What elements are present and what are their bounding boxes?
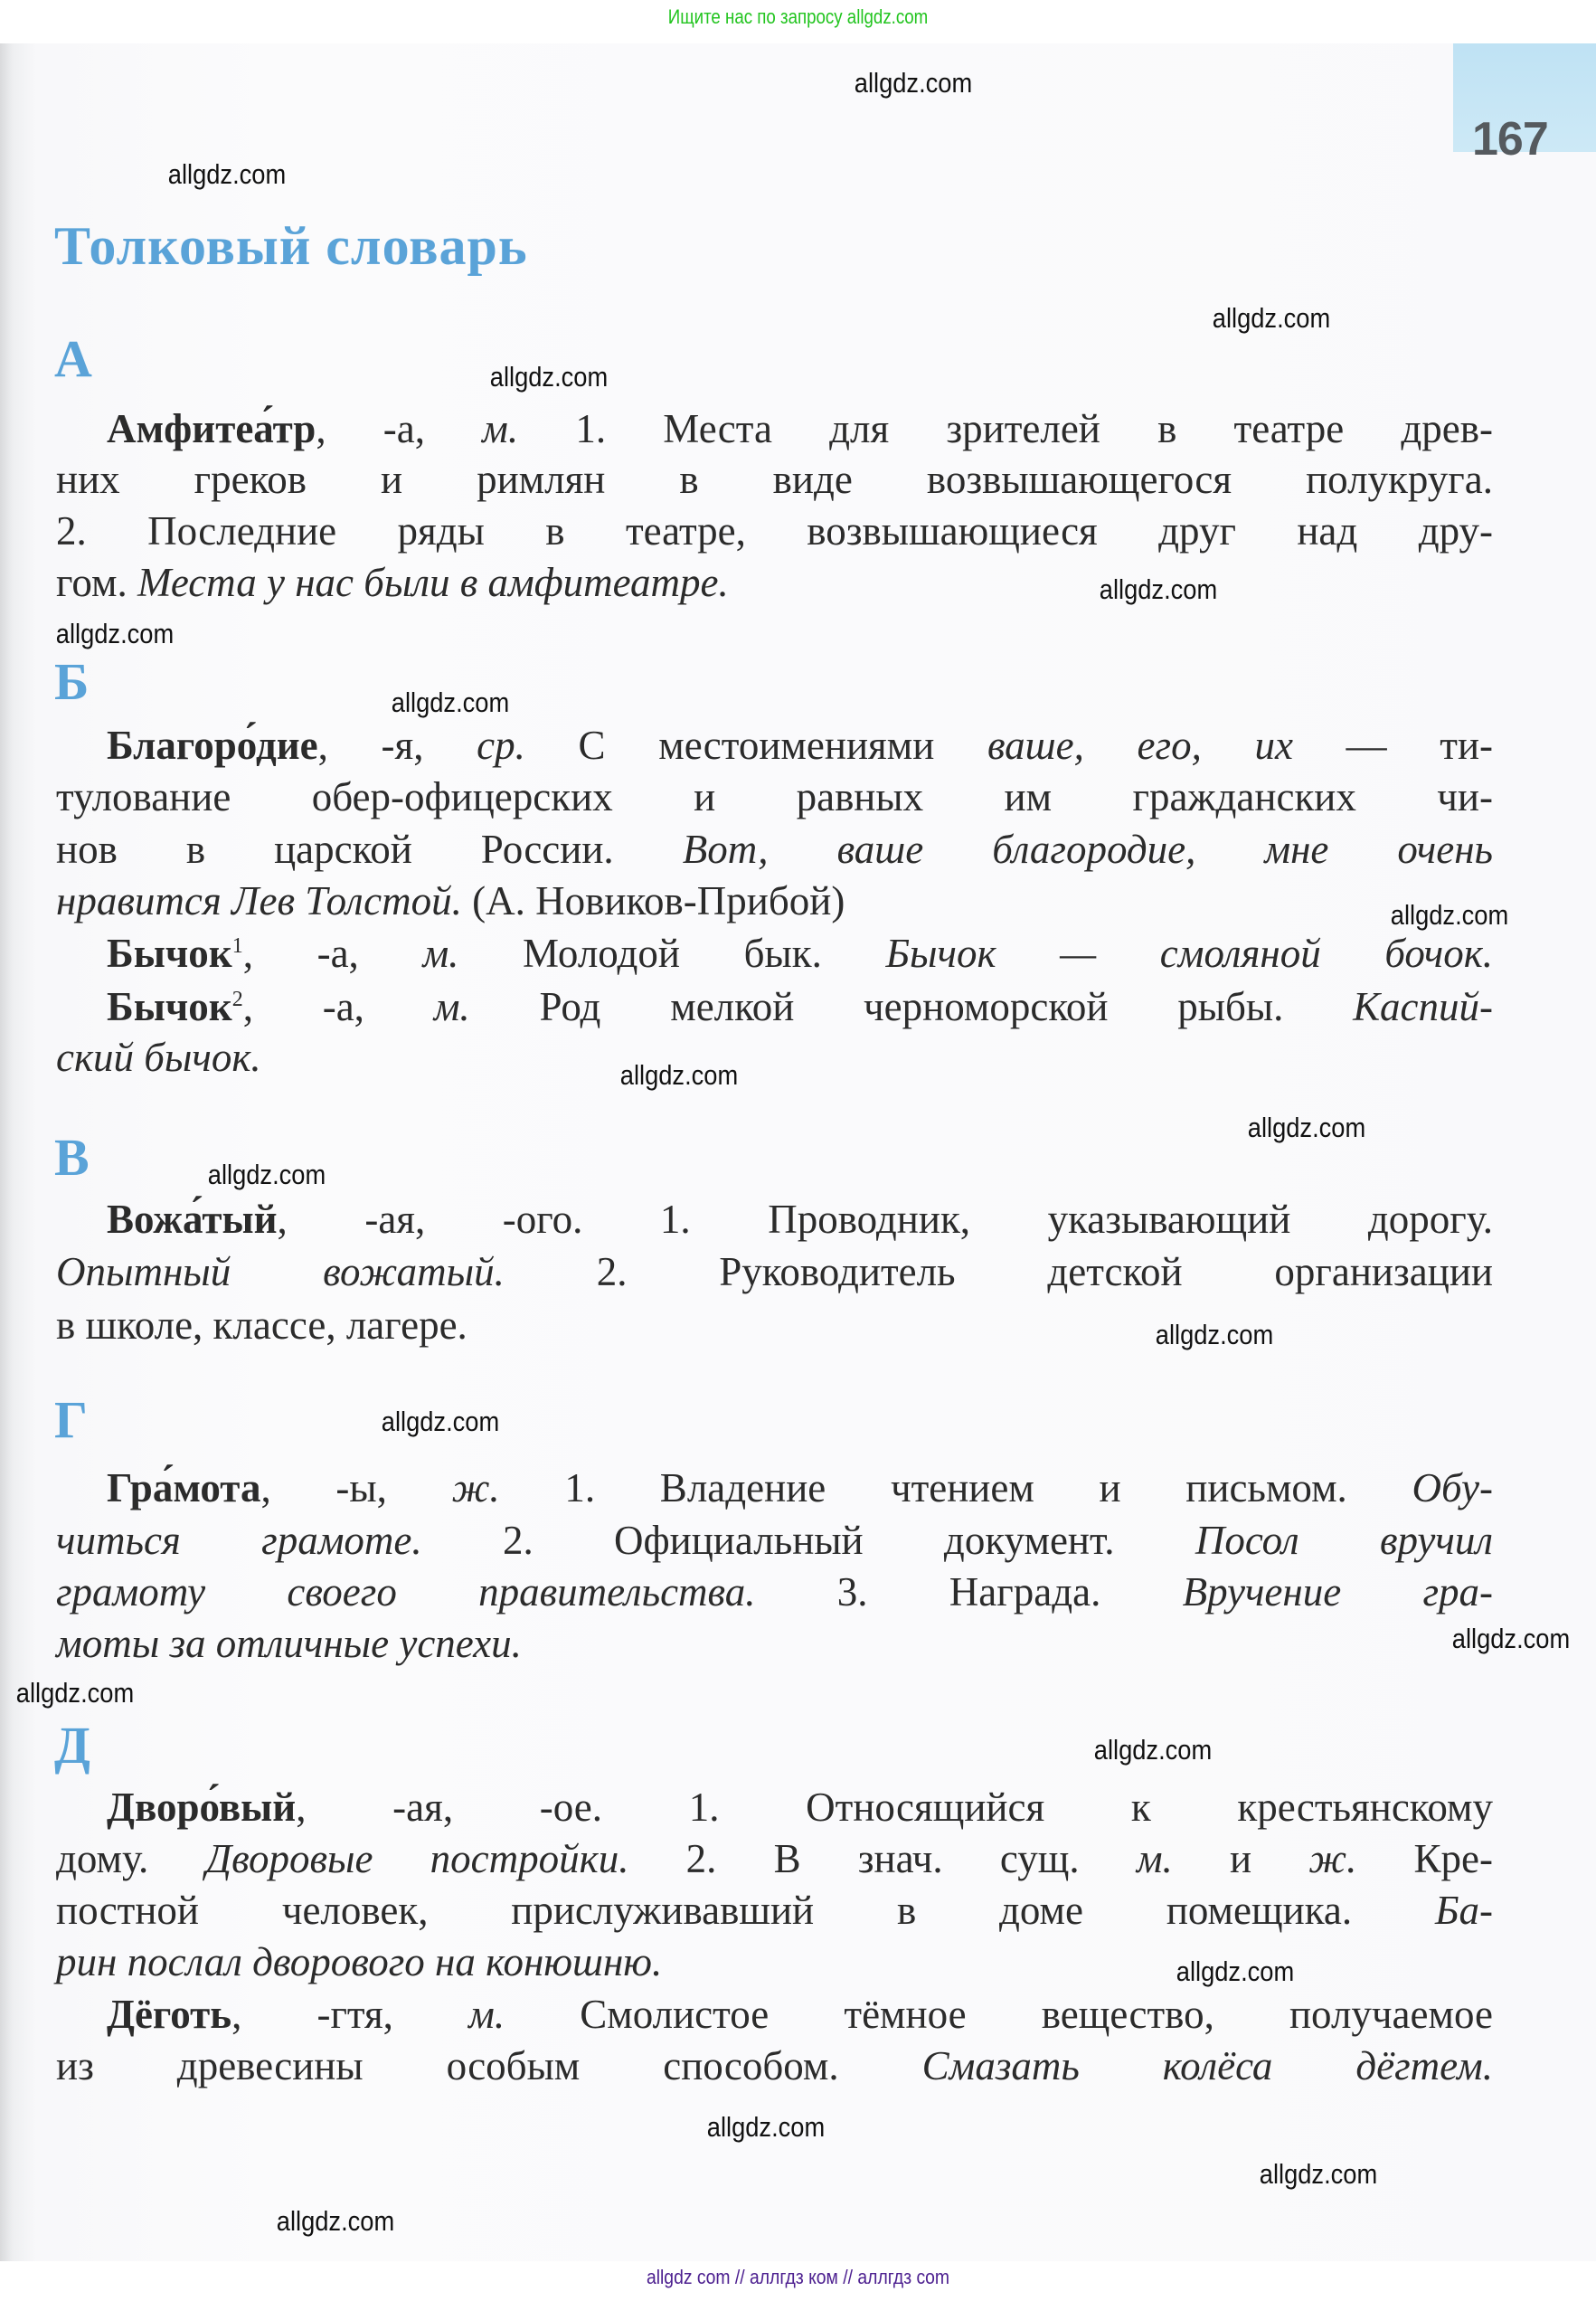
dictionary-line xyxy=(56,1300,467,1350)
top-search-banner: Ищите нас по запросу allgdz.com xyxy=(667,5,929,28)
headword: Амфитеа́тр xyxy=(107,406,316,451)
watermark: allgdz.com xyxy=(55,618,175,649)
bottom-banner: allgdz com // аллгдз ком // аллгдз com xyxy=(646,2266,950,2288)
definition-text: Молодой бык. xyxy=(458,931,886,976)
italic-text: м. xyxy=(433,984,470,1029)
section-letter: А xyxy=(54,329,92,388)
italic-text: ский бычок. xyxy=(56,1035,261,1080)
definition-text: Смолистое тёмное вещество, получаемое xyxy=(505,1992,1493,2037)
watermark: allgdz.com xyxy=(489,361,609,393)
italic-text: моты за отличные успехи. xyxy=(56,1621,522,1666)
watermark: allgdz.com xyxy=(1212,302,1331,334)
watermark: allgdz.com xyxy=(207,1159,326,1190)
definition-text: 2. Последние ряды в театре, возвышающиеся друг над дру- xyxy=(56,508,1493,554)
headword: Гра́мота xyxy=(107,1465,261,1510)
definition-text: нов в царской России. xyxy=(56,827,683,872)
italic-text: читься грамоте. xyxy=(56,1518,422,1563)
definition-text: (А. Новиков-Прибой) xyxy=(461,878,845,923)
watermark: allgdz.com xyxy=(15,1677,135,1709)
italic-text: м. xyxy=(482,406,519,451)
dictionary-line xyxy=(56,876,845,926)
definition-text: дому. xyxy=(56,1836,206,1881)
definition-text: тулование обер-офицерских и равных им гражданских чи- xyxy=(56,774,1493,819)
dictionary-line xyxy=(56,1515,1493,1566)
dictionary-line xyxy=(107,981,1493,1032)
definition-text: 1. Места для зрителей в театре древ- xyxy=(518,406,1494,451)
dictionary-line xyxy=(107,1463,1493,1513)
watermark: allgdz.com xyxy=(1390,899,1509,931)
italic-text: ср. xyxy=(477,723,525,768)
dictionary-line xyxy=(56,772,1493,822)
italic-text: Обу- xyxy=(1412,1465,1493,1510)
definition-text: , -ы, xyxy=(260,1465,452,1510)
dictionary-line xyxy=(56,1032,261,1083)
definition-text: гом. xyxy=(56,560,137,605)
section-letter: Д xyxy=(54,1716,90,1775)
section-letter: Б xyxy=(54,652,90,711)
section-letter: В xyxy=(54,1128,90,1187)
italic-text: нравится Лев Толстой. xyxy=(56,878,462,923)
definition-text: в школе, классе, лагере. xyxy=(56,1302,467,1348)
dictionary-line xyxy=(56,824,1493,875)
definition-text: , -а, xyxy=(242,931,423,976)
page-number: 167 xyxy=(1472,113,1548,166)
headword: Бычок xyxy=(107,984,232,1029)
italic-text: ваше, его, их xyxy=(987,723,1293,768)
dictionary-line xyxy=(107,1782,1493,1832)
definition-text: , -гтя, xyxy=(231,1992,469,2037)
italic-text: Ба- xyxy=(1434,1888,1493,1933)
italic-text: Бычок — смоляной бочок. xyxy=(885,931,1494,976)
italic-text: Дворовые постройки. xyxy=(205,1836,629,1881)
italic-text: м. xyxy=(468,1992,505,2037)
definition-text: — ти- xyxy=(1292,723,1494,768)
definition-text: 2. В знач. сущ. xyxy=(628,1836,1137,1881)
watermark: allgdz.com xyxy=(1451,1623,1571,1654)
dictionary-line xyxy=(56,557,729,608)
definition-text: 2. Официальный документ. xyxy=(421,1518,1195,1563)
definition-text: 2. Руководитель детской организации xyxy=(504,1249,1493,1294)
watermark: allgdz.com xyxy=(1093,1734,1213,1766)
watermark: allgdz.com xyxy=(1155,1319,1274,1350)
watermark: allgdz.com xyxy=(391,687,510,718)
dictionary-line xyxy=(56,1936,662,1987)
italic-text: Вручение гра- xyxy=(1182,1569,1494,1614)
definition-text: 1. Владение чтением и письмом. xyxy=(499,1465,1412,1510)
watermark: allgdz.com xyxy=(619,1059,739,1091)
page-title: Толковый словарь xyxy=(54,216,528,276)
watermark: allgdz.com xyxy=(854,67,973,99)
italic-text: Опытный вожатый. xyxy=(56,1249,505,1294)
dictionary-line xyxy=(107,1194,1493,1245)
italic-text: Вот, ваше благородие, мне очень xyxy=(682,827,1493,872)
dictionary-line xyxy=(107,1989,1493,2040)
dictionary-line xyxy=(107,720,1493,771)
homonym-index: 1 xyxy=(231,934,243,958)
definition-text: , -ая, -ого. 1. Проводник, указывающий дорогу. xyxy=(277,1197,1493,1242)
headword: Благоро́дие xyxy=(107,723,318,768)
italic-text: рин послал дворового на конюшню. xyxy=(56,1939,663,1984)
definition-text: , -а, xyxy=(316,406,483,451)
headword: Дворо́вый xyxy=(107,1785,297,1830)
italic-text: Посол вручил xyxy=(1195,1518,1493,1563)
homonym-index: 2 xyxy=(231,988,243,1011)
italic-text: Места у нас были в амфитеатре. xyxy=(137,560,729,605)
headword: Дёготь xyxy=(107,1992,232,2037)
headword: Вожа́тый xyxy=(107,1197,278,1242)
watermark: allgdz.com xyxy=(1247,1112,1366,1143)
definition-text: С местоимениями xyxy=(524,723,987,768)
dictionary-line xyxy=(107,928,1493,979)
dictionary-line xyxy=(56,1833,1493,1884)
watermark: allgdz.com xyxy=(1176,1955,1295,1987)
watermark: allgdz.com xyxy=(1259,2158,1378,2190)
italic-text: грамоту своего правительства. xyxy=(56,1569,756,1614)
dictionary-line xyxy=(56,2041,1493,2091)
definition-text: 3. Награда. xyxy=(755,1569,1183,1614)
definition-text: Род мелкой черноморской рыбы. xyxy=(469,984,1354,1029)
dictionary-line xyxy=(56,1885,1493,1936)
dictionary-line xyxy=(56,454,1493,505)
definition-text: из древесины особым способом. xyxy=(56,2043,922,2088)
italic-text: ж. xyxy=(451,1465,500,1510)
definition-text: и xyxy=(1172,1836,1309,1881)
definition-text: , -а, xyxy=(242,984,434,1029)
dictionary-line xyxy=(56,1246,1493,1297)
definition-text: , -я, xyxy=(317,723,477,768)
italic-text: ж. xyxy=(1308,1836,1357,1881)
italic-text: м. xyxy=(422,931,459,976)
definition-text: Кре- xyxy=(1356,1836,1494,1881)
italic-text: Смазать колёса дёгтем. xyxy=(921,2043,1493,2088)
italic-text: Каспий- xyxy=(1353,984,1493,1029)
dictionary-line xyxy=(56,506,1493,556)
watermark: allgdz.com xyxy=(706,2111,826,2143)
dictionary-line xyxy=(107,403,1493,454)
watermark: allgdz.com xyxy=(1099,573,1218,605)
definition-text: , -ая, -ое. 1. Относящийся к крестьянскому xyxy=(296,1785,1493,1830)
watermark: allgdz.com xyxy=(276,2205,395,2237)
dictionary-line xyxy=(56,1618,522,1669)
watermark: allgdz.com xyxy=(167,158,287,190)
headword: Бычок xyxy=(107,931,232,976)
definition-text: постной человек, прислуживавший в доме помещика. xyxy=(56,1888,1435,1933)
italic-text: м. xyxy=(1136,1836,1173,1881)
dictionary-line xyxy=(56,1567,1493,1617)
definition-text: них греков и римлян в виде возвышающегося полукруга. xyxy=(56,457,1493,502)
watermark: allgdz.com xyxy=(381,1406,500,1437)
section-letter: Г xyxy=(54,1390,88,1449)
